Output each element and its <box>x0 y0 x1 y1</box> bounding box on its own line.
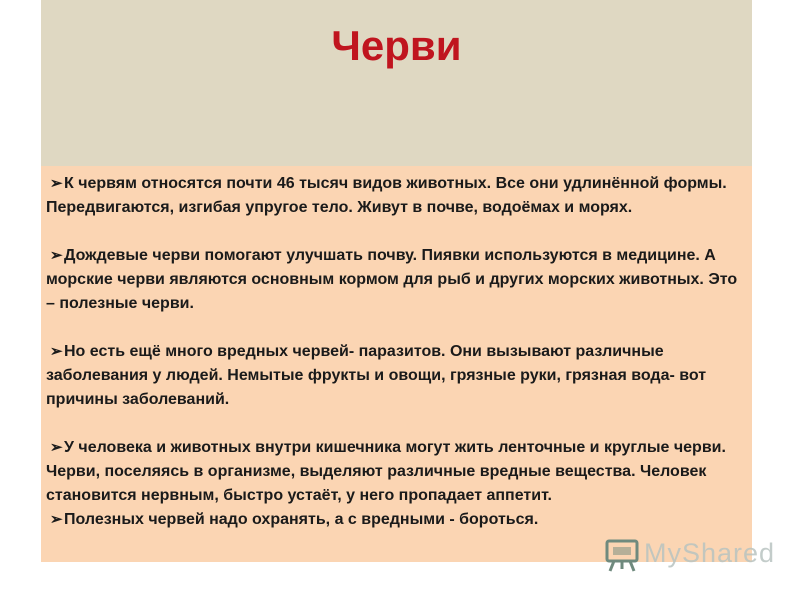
bullet-paragraph <box>46 244 746 316</box>
arrow-bullet-icon: ➢ <box>50 247 63 264</box>
bullet-paragraph <box>46 508 746 532</box>
arrow-bullet-icon: ➢ <box>50 511 63 528</box>
arrow-bullet-icon: ➢ <box>50 175 63 192</box>
paragraph-text: У человека и животных внутри кишечника могут жить ленточные и круглые черви. Черви, поселяясь в организме, выделяют различные вредные вещества. Человек становится нервным, быстро устаёт, у него пропадает аппетит. <box>46 439 726 504</box>
content-list <box>46 172 746 532</box>
paragraph-text: Но есть ещё много вредных червей- паразитов. Они вызывают различные заболевания у людей. Немытые фрукты и овощи, грязные руки, грязная вода- вот причины заболеваний. <box>46 343 707 408</box>
bullet-paragraph <box>46 172 746 220</box>
arrow-bullet-icon: ➢ <box>50 343 63 360</box>
watermark-logo <box>604 534 774 574</box>
paragraph-text: Дождевые черви помогают улучшать почву. Пиявки используются в медицине. А морские черви являются основным кормом для рыб и других морских животных. Это – полезные черви. <box>46 247 738 312</box>
watermark-text: MyShared <box>644 538 776 568</box>
bullet-paragraph <box>46 340 746 412</box>
paragraph-text: Полезных червей надо охранять, а с вредными - бороться. <box>64 511 539 528</box>
title-band <box>41 0 752 166</box>
bullet-paragraph <box>46 436 746 508</box>
paragraph-text: К червям относятся почти 46 тысяч видов животных. Все они удлинённой формы. Передвигаются, изгибая упругое тело. Живут в почве, водоёмах и морях. <box>46 175 727 216</box>
slide-title: Черви <box>331 22 462 69</box>
presentation-board-icon <box>604 538 640 572</box>
arrow-bullet-icon: ➢ <box>50 439 63 456</box>
